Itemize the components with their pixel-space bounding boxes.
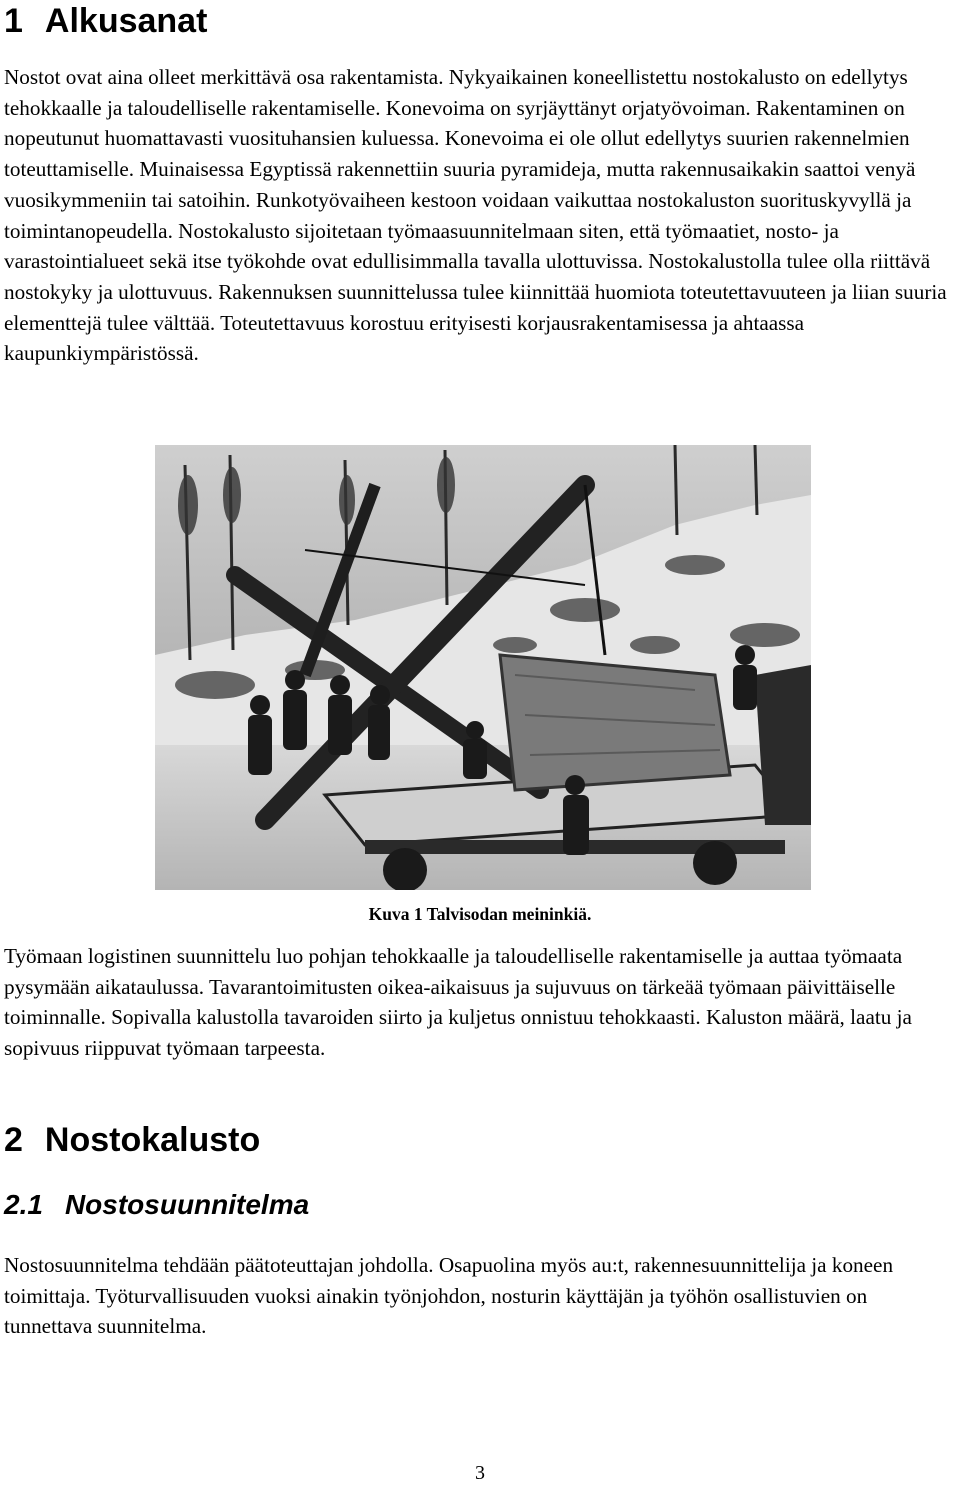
plan-paragraph: Nostosuunnitelma tehdään päätoteuttajan johdolla. Osapuolina myös au:t, rakennesuunnittelija ja koneen toimittaja. Työturvallisuuden vuoksi ainakin työnjohdon, nosturin käyttäjän ja työhön osallistuvien on tunnettava suunnitelma. [4,1253,894,1339]
section-2-heading [4,1121,260,1160]
section-1-heading [4,2,207,41]
photo-illustration [155,445,811,890]
historical-photo [155,445,811,890]
figure-caption: Kuva 1 Talvisodan meininkiä. [368,904,592,924]
section-1-number: 1 [4,2,23,40]
section-1-title: Alkusanat [44,2,208,40]
intro-paragraph: Nostot ovat aina olleet merkittävä osa rakentamista. Nykyaikainen koneellistettu nostokalusto on edellytys tehokkaalle ja taloudelliselle rakentamiselle. Konevoima on syrjäyttänyt orjatyövoiman. Rakentaminen on nopeutunut huomattavasti vuosituhansien kuluessa. Konevoima ei ole ollut edellytys suurien rakennelmien toteuttamiselle. Muinaisessa Egyptissä rakennettiin suuria pyramideja, mutta rakennusaikakin saattoi venyä vuosikymmeniin tai satoihin. Runkotyövaiheen kestoon voidaan vaikuttaa nostokaluston suorituskyvyllä ja toimintanopeudella. Nostokalusto sijoitetaan työmaasuunnitelmaan siten, että työmaatiet, nosto- ja varastointialueet sekä itse työkohde ovat edullisimmalla tavalla ulottuvissa. Nostokalustolla tulee olla riittävä nostokyky ja ulottuvuus. Rakennuksen suunnittelussa tulee kiinnittää huomiota toteutettavuuteen ja liian suuria elementtejä tulee välttää. Toteutettavuus korostuu erityisesti korjausrakentamisessa ja ahtaassa kaupunkiympäristössä. [4,65,947,366]
logistics-paragraph: Työmaan logistinen suunnittelu luo pohjan tehokkaalle ja taloudelliselle rakentamiselle ja auttaa työmaata pysymään aikataulussa. Tavarantoimitusten oikea-aikaisuus ja sujuvuus on tärkeää työmaan päivittäiselle toiminnalle. Sopivalla kalustolla tavaroiden siirto ja kuljetus onnistuu tehokkaasti. Kaluston määrä, laatu ja sopivuus riippuvat työmaan tarpeesta. [4,944,912,1061]
section-2-1-heading [4,1189,309,1221]
section-2-title: Nostokalusto [44,1121,261,1159]
section-2-number: 2 [4,1121,23,1159]
section-2-1-number: 2.1 [4,1189,43,1220]
section-2-1-title: Nostosuunnitelma [64,1189,310,1220]
page-number: 3 [475,1462,485,1484]
